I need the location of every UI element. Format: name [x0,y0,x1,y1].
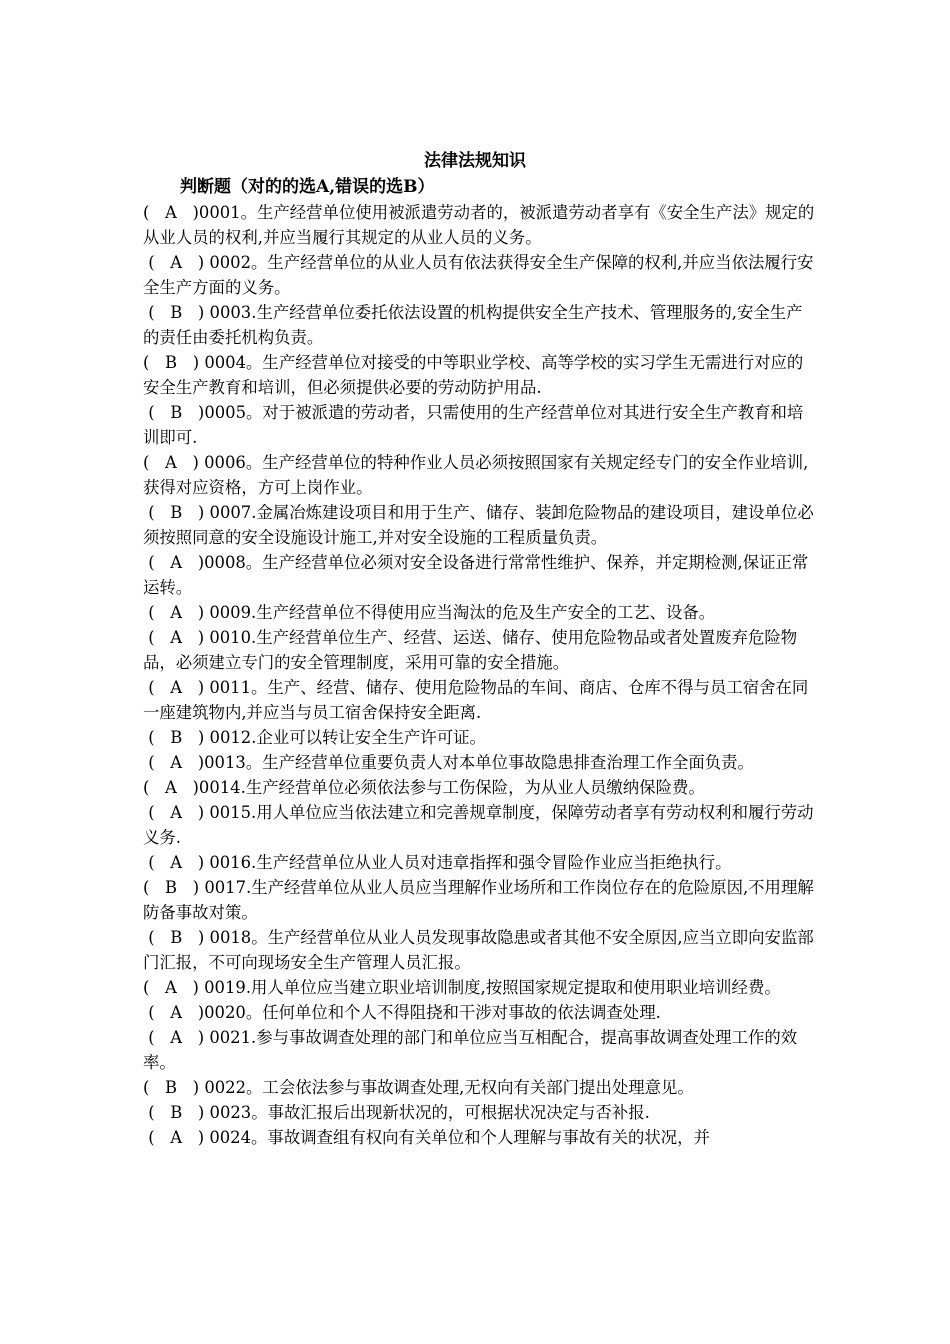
answer-marker: ( B ) [143,403,205,422]
question-text: 0024。事故调查组有权向有关单位和个人理解与事故有关的状况，并 [204,1128,710,1147]
question-item [143,625,815,675]
question-text: 0009.生产经营单位不得使用应当淘汰的危及生产安全的工艺、设备。 [204,603,716,622]
question-item [143,850,815,875]
answer-marker: ( B ) [143,503,205,522]
question-text: 0015.用人单位应当依法建立和完善规章制度，保障劳动者享有劳动权利和履行劳动义务. [143,803,814,847]
question-text: 0003.生产经营单位委托依法设置的机构提供安全生产技术、管理服务的,安全生产的责任由委托机构负责。 [143,303,803,347]
question-text: 0007.金属冶炼建设项目和用于生产、储存、装卸危险物品的建设项目，建设单位必须按照同意的安全设施设计施工,并对安全设施的工程质量负责。 [143,503,814,547]
answer-marker: ( A ) [143,203,199,222]
question-item [143,800,815,850]
answer-marker: ( A ) [143,1003,205,1022]
question-text: 0020。任何单位和个人不得阻挠和干涉对事故的依法调查处理. [204,1003,661,1022]
answer-marker: ( B ) [143,728,205,747]
answer-marker: ( B ) [143,1103,205,1122]
answer-marker: ( A ) [143,453,199,472]
question-list [143,200,815,1150]
question-text: 0023。事故汇报后出现新状况的，可根据状况决定与否补报. [204,1103,650,1122]
question-item [143,775,815,800]
question-item [143,875,815,925]
question-text: 0014.生产经营单位必须依法参与工伤保险，为从业人员缴纳保险费。 [198,778,705,797]
answer-marker: ( A ) [143,628,205,647]
question-text: 0001。生产经营单位使用被派遣劳动者的，被派遣劳动者享有《安全生产法》规定的从业人员的权利,并应当履行其规定的从业人员的义务。 [143,203,815,247]
question-text: 0013。生产经营单位重要负责人对本单位事故隐患排查治理工作全面负责。 [204,753,754,772]
section-heading: 判断题（对的的选A,错误的选B） [180,177,435,197]
answer-marker: ( A ) [143,853,205,872]
question-item [143,750,815,775]
question-item [143,725,815,750]
question-text: 0021.参与事故调查处理的部门和单位应当互相配合，提高事故调查处理工作的效率。 [143,1028,798,1072]
answer-marker: ( A ) [143,803,205,822]
answer-marker: ( A ) [143,253,205,272]
question-item [143,450,815,500]
page-title: 法律法规知识 [424,151,526,171]
question-text: 0008。生产经营单位必须对安全设备进行常常性维护、保养，并定期检测,保证正常运转。 [143,553,809,597]
question-item [143,1100,815,1125]
question-item [143,1000,815,1025]
answer-marker: ( A ) [143,978,199,997]
answer-marker: ( A ) [143,1028,205,1047]
answer-marker: ( A ) [143,753,205,772]
question-text: 0017.生产经营单位从业人员应当理解作业场所和工作岗位存在的危险原因,不用理解防备事故对策。 [143,878,814,922]
question-item [143,675,815,725]
answer-marker: ( A ) [143,1128,205,1147]
answer-marker: ( B ) [143,353,200,372]
question-item [143,975,815,1000]
answer-marker: ( B ) [143,928,205,947]
question-text: 0016.生产经营单位从业人员对违章指挥和强令冒险作业应当拒绝执行。 [204,853,732,872]
answer-marker: ( A ) [143,603,205,622]
question-item [143,200,815,250]
question-item [143,1125,815,1150]
question-text: 0005。对于被派遣的劳动者，只需使用的生产经营单位对其进行安全生产教育和培训即可. [143,403,804,447]
question-item [143,925,815,975]
answer-marker: ( A ) [143,553,205,572]
question-item [143,250,815,300]
question-item [143,1075,815,1100]
question-text: 0022。工会依法参与事故调查处理,无权向有关部门提出处理意见。 [199,1078,694,1097]
question-text: 0006。生产经营单位的特种作业人员必须按照国家有关规定经专门的安全作业培训,获得对应资格，方可上岗作业。 [143,453,809,497]
question-item [143,1025,815,1075]
question-item [143,550,815,600]
answer-marker: ( A ) [143,778,199,797]
question-item [143,350,815,400]
answer-marker: ( B ) [143,1078,200,1097]
question-text: 0004。生产经营单位对接受的中等职业学校、高等学校的实习学生无需进行对应的安全生产教育和培训，但必须提供必要的劳动防护用品. [143,353,804,397]
question-item [143,300,815,350]
question-text: 0018。生产经营单位从业人员发现事故隐患或者其他不安全原因,应当立即向安监部门汇报，不可向现场安全生产管理人员汇报。 [143,928,814,972]
question-item [143,400,815,450]
question-text: 0012.企业可以转让安全生产许可证。 [204,728,486,747]
answer-marker: ( A ) [143,678,205,697]
question-item [143,600,815,625]
question-text: 0011。生产、经营、储存、使用危险物品的车间、商店、仓库不得与员工宿舍在同一座建筑物内,并应当与员工宿舍保持安全距离. [143,678,809,722]
question-text: 0019.用人单位应当建立职业培训制度,按照国家规定提取和使用职业培训经费。 [198,978,781,997]
question-text: 0010.生产经营单位生产、经营、运送、储存、使用危险物品或者处置废弃危险物品，必须建立专门的安全管理制度，采用可靠的安全措施。 [143,628,798,672]
answer-marker: ( B ) [143,303,205,322]
answer-marker: ( B ) [143,878,200,897]
question-item [143,500,815,550]
question-text: 0002。生产经营单位的从业人员有依法获得安全生产保障的权利,并应当依法履行安全生产方面的义务。 [143,253,814,297]
